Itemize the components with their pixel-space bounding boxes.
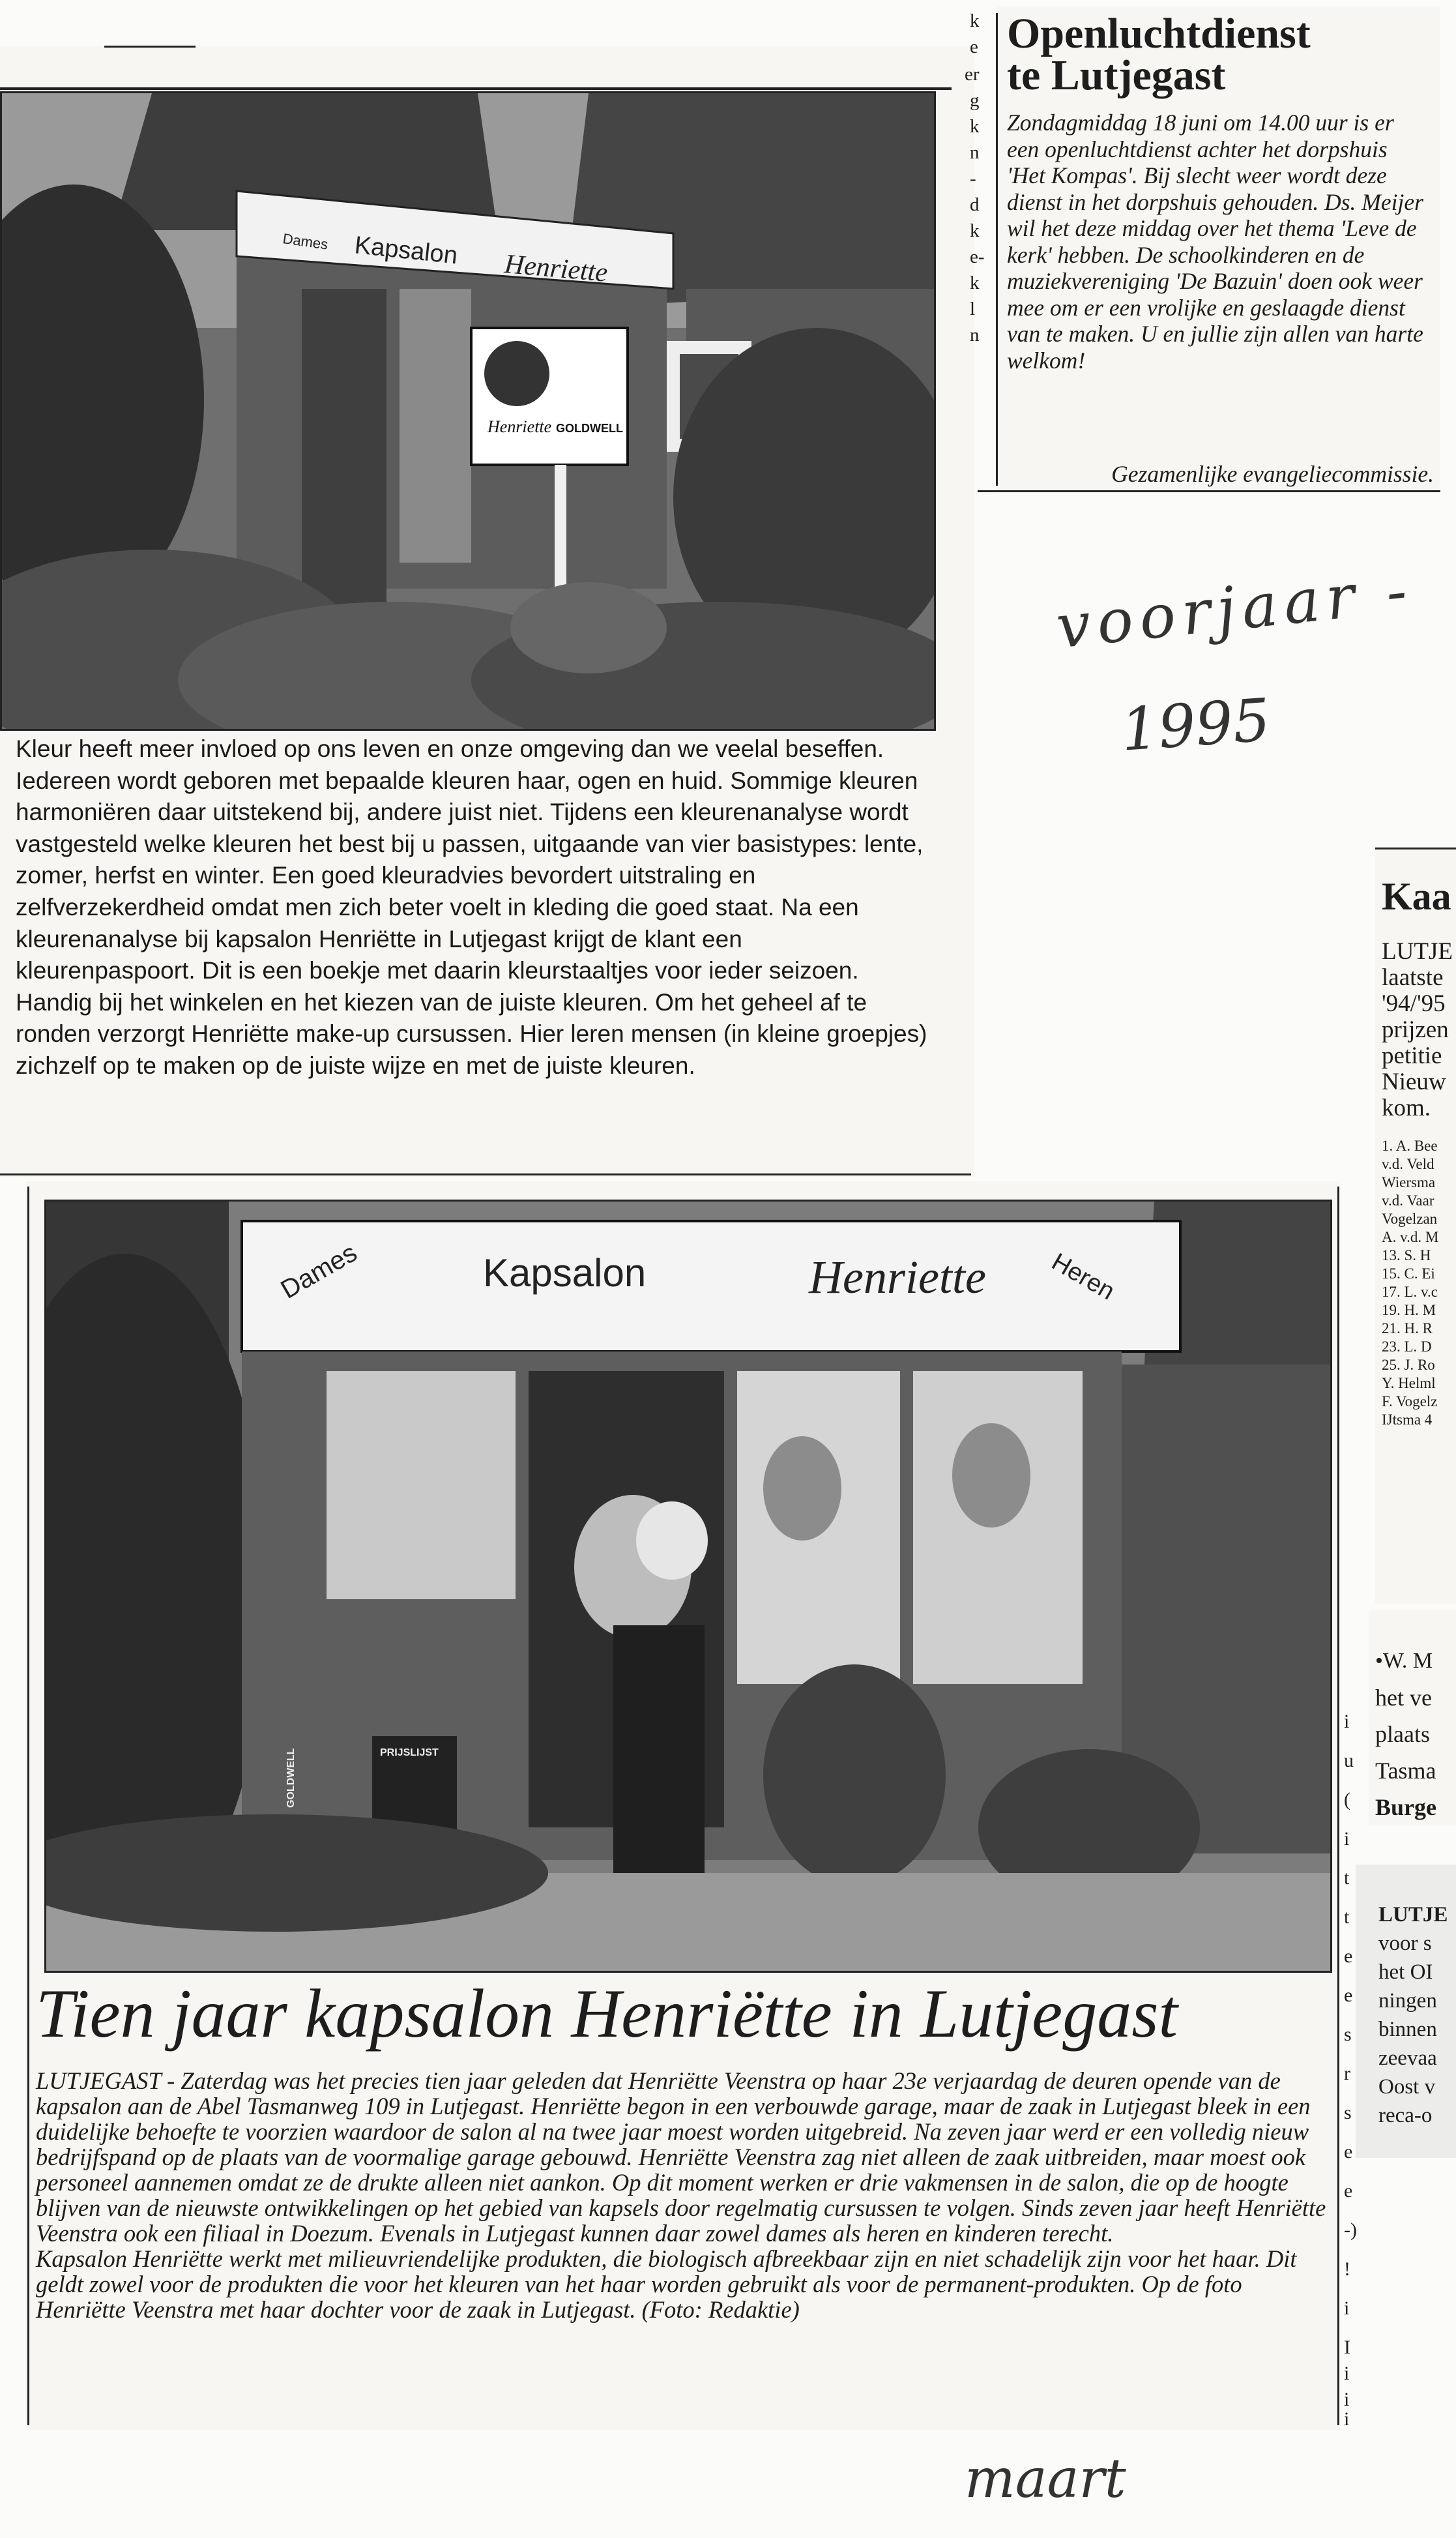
fragment-letter: d — [970, 194, 980, 215]
fragment-letter: l — [970, 299, 976, 319]
photo2-door-sign: PRIJSLIJST — [380, 1747, 439, 1758]
notice-title-line1: Openluchtdienst — [1007, 10, 1311, 57]
fragment-letter: - — [970, 168, 976, 189]
fragment-letter: e — [1344, 2141, 1353, 2162]
right-fragment-1-line: prijzen — [1382, 1016, 1449, 1043]
photo1-sign-henriette: Henriette — [503, 249, 609, 288]
photo2-sign-kapsalon: Kapsalon — [483, 1251, 647, 1295]
fragment-letter: e — [1344, 2180, 1353, 2202]
fragment-letter: s — [1344, 2102, 1352, 2123]
right-fragment-2-line: •W. M — [1375, 1649, 1433, 1673]
right-fragment-1-list-item: IJtsma 4 — [1382, 1411, 1433, 1428]
right-fragment-1-title: Kaa — [1382, 875, 1451, 918]
photo2-poster-brand: GOLDWELL — [285, 1748, 297, 1808]
fragment-letter: e- — [970, 246, 985, 267]
fragment-letter: n — [970, 142, 980, 163]
right-fragment-3-line: voor s — [1378, 1932, 1432, 1955]
fragment-letter: i — [1344, 2297, 1350, 2319]
article-title: Tien jaar kapsalon Henriëtte in Lutjegast — [36, 1975, 1178, 2052]
right-fragment-2-text — [1375, 1643, 1456, 1825]
fragment-letter: k — [970, 273, 980, 293]
fragment-letter: r — [1344, 2063, 1350, 2084]
right-fragment-1-line: laatste — [1382, 964, 1444, 991]
fragment-letter: ! — [1344, 2258, 1350, 2280]
right-fragment-1-rule — [1375, 848, 1456, 849]
right-fragment-3-line: ningen — [1378, 1989, 1437, 2013]
right-fragment-1-list-item: 15. C. Ei — [1382, 1265, 1435, 1282]
right-fragment-1-line: LUTJE — [1382, 938, 1453, 965]
right-fragment-3-line: reca-o — [1378, 2104, 1433, 2127]
right-fragment-1-line: '94/'95 — [1382, 990, 1446, 1017]
handwritten-maart: maart — [965, 2448, 1126, 2510]
fragment-letter: t — [1344, 1906, 1350, 1928]
bottom-clipping-left-rule — [27, 1187, 29, 2425]
right-fragment-1-list-item: 21. H. R — [1382, 1320, 1433, 1336]
right-fragment-3-text — [1378, 1900, 1456, 2130]
article-paragraph-2: Kapsalon Henriëtte werkt met milieuvriendelijke produkten, die biologisch afbreekbaar zijn en niet schadelijk zijn voor het haar. Dit geldt zowel voor de produkten die voor het kleuren van het haar worden gebruikt als voor de permanent-produkten. Op de foto Henriëtte Veenstra met haar dochter voor de zaak in Lutjegast. (Foto: Redaktie) — [36, 2245, 1297, 2323]
fragment-letter: i — [1344, 2408, 1350, 2430]
fragment-letter: e — [1344, 1985, 1353, 2006]
right-fragment-3-line: Oost v — [1378, 2075, 1436, 2099]
caption-color-analysis: Kleur heeft meer invloed op ons leven en onze omgeving dan we veelal beseffen. Iedereen wordt geboren met bepaalde kleuren haar, ogen en huid. Sommige kleuren harmoniëren daar uitstekend bij, andere juist niet. Tijdens een kleurenanalyse wordt vastgesteld welke kleuren het best bij u passen, uitgaande van vier basistypes: lente, zomer, herfst en winter. Een goed kleuradvies bevordert uitstraling en zelfverzekerdheid omdat men zich beter voelt in kleding die goed staat. Na een kleurenanalyse bij kapsalon Henriëtte in Lutjegast krijgt de klant een kleurenpaspoort. Dit is een boekje met daarin kleurstaaltjes voor ieder seizoen. Handig bij het winkelen en het kiezen van de juiste kleuren. Om het geheel af te ronden verzorgt Henriëtte make-up cursussen. Hier leren mensen (in kleine groepjes) zichzelf op te maken op de juiste wijze en met de juiste kleuren. — [16, 735, 927, 1079]
right-fragment-1-list-item: v.d. Vaar — [1382, 1192, 1434, 1209]
notice-signature: Gezamenlijke evangeliecommissie. — [1111, 461, 1434, 487]
right-fragment-1-list-item: 1. A. Bee — [1382, 1138, 1438, 1154]
photo2-sign-heren: Heren — [1047, 1248, 1120, 1306]
right-fragment-1-line: petitie — [1382, 1042, 1442, 1069]
right-fragment-1-list-item: v.d. Veld — [1382, 1156, 1434, 1172]
right-fragment-2-line: plaats — [1375, 1721, 1430, 1747]
fragment-letter: n — [970, 325, 980, 346]
photo1-board-brand: Henriette — [488, 417, 552, 436]
fragment-letter: k — [970, 220, 980, 241]
right-fragment-1-list-item: Y. Helml — [1382, 1375, 1436, 1391]
fragment-letter: i — [1344, 1711, 1350, 1732]
right-fragment-1-list-item: Wiersma — [1382, 1174, 1436, 1190]
handwritten-note-voorjaar — [1053, 555, 1416, 662]
right-fragment-1-list-item: F. Vogelz — [1382, 1393, 1438, 1409]
handwritten-note-maart — [965, 2448, 1126, 2510]
right-fragment-2-line: het ve — [1375, 1685, 1432, 1711]
fragment-letter: ( — [1344, 1789, 1350, 1810]
fragment-letter: u — [1344, 1750, 1354, 1771]
right-fragment-3-line: het OI — [1378, 1960, 1433, 1984]
fragment-letter: k — [970, 10, 980, 31]
salon-photo-1 — [0, 91, 936, 731]
right-fragment-1-list-item: 17. L. v.c — [1382, 1284, 1438, 1300]
notice-bottom-rule — [978, 490, 1440, 492]
fragment-letter: e — [1344, 1945, 1353, 1967]
notice-title-line2: te Lutjegast — [1007, 52, 1226, 99]
article-body — [36, 2068, 1326, 2322]
fragment-letter: i — [1344, 2389, 1350, 2410]
right-fragment-3-line: binnen — [1378, 2018, 1437, 2041]
article-paragraph-1: LUTJEGAST - Zaterdag was het precies tien jaar geleden dat Henriëtte Veenstra op haar 23e verjaardag de deuren opende van de kapsalon aan de Abel Tasmanweg 109 in Lutjegast. Henriëtte begon in een verbouwde garage, maar de zaak in Lutjegast bleek in een duidelijke behoefte te voorzien waardoor de salon al na twee jaar moest worden uitgebreid. Na zeven jaar werd er een volledig nieuw bedrijfspand op de plaats van de voormalige garage gebouwd. Henriëtte Veenstra zag niet alleen de zaak uitbreiden, maar moest ook personeel aannemen omdat ze de drukte alleen niet aankon. Op dit moment werken er drie vakmensen in de salon, die op de hoogte blijven van de nieuwste ontwikkelingen op het gebied van kapsels door regelmatig cursussen te volgen. Sinds zeven jaar heeft Henriëtte Veenstra ook een filiaal in Doezum. Evenals in Lutjegast kunnen daar zowel dames als heren en kinderen terecht. — [36, 2067, 1326, 2247]
bottom-clipping-right-rule — [1337, 1187, 1339, 2425]
handwritten-line1: voorjaar - — [1053, 555, 1417, 662]
fragment-letter: -) — [1344, 2219, 1357, 2241]
fragment-letter: i — [1344, 2363, 1350, 2384]
notice-body: Zondagmiddag 18 juni om 14.00 uur is er een openluchtdienst achter het dorpshuis 'Het Kompas'. Bij slecht weer wordt deze dienst in het dorpshuis gehouden. Ds. Meijer wil het deze middag over het thema 'Leve de kerk' hebben. De schoolkinderen en de muziekvereniging 'De Bazuin' doen ook weer mee om er een vrolijke en geslaagde dienst van te maken. U en jullie zijn allen van harte welkom! — [1007, 110, 1423, 374]
right-fragment-1-list-item: 23. L. D — [1382, 1338, 1432, 1355]
notice-heading — [1007, 10, 1311, 99]
fragment-letter: g — [970, 90, 980, 111]
photo1-sign-dames: Dames — [282, 230, 329, 253]
salon-photo-1-image — [2, 93, 934, 729]
right-fragment-1-list-item: Vogelzan — [1382, 1211, 1438, 1227]
right-fragment-1-list-item: A. v.d. M — [1382, 1229, 1439, 1245]
fragment-letter: k — [970, 116, 980, 137]
right-fragment-1-line: kom. — [1382, 1095, 1431, 1121]
photo2-sign-dames: Dames — [276, 1238, 362, 1305]
photo1-board-goldwell: GOLDWELL — [556, 422, 623, 435]
fragment-letter: i — [1344, 1828, 1350, 1850]
right-fragment-1-list-item: 19. H. M — [1382, 1302, 1436, 1318]
short-top-rule — [104, 46, 196, 48]
right-fragment-1-list-item: 25. J. Ro — [1382, 1357, 1435, 1373]
handwritten-line2: 1995 — [1118, 686, 1273, 765]
salon-photo-2 — [44, 1200, 1332, 1973]
right-fragment-1-line: Nieuw — [1382, 1069, 1446, 1095]
right-fragment-2-line: Burge — [1375, 1794, 1436, 1820]
right-fragment-1-list-item: 13. S. H — [1382, 1247, 1431, 1263]
right-fragment-3-line: LUTJE — [1378, 1903, 1448, 1926]
top-rule — [0, 87, 952, 90]
photo1-sign-kapsalon: Kapsalon — [353, 231, 459, 270]
fragment-letter: s — [1344, 2024, 1352, 2045]
middle-column-fragments — [1344, 1708, 1367, 2430]
right-fragment-1-text — [1382, 874, 1456, 1429]
notice-left-rule — [996, 13, 998, 486]
fragment-letter: I — [1344, 2337, 1350, 2358]
fragment-letter: e — [970, 37, 978, 57]
photo2-sign-henriette: Henriette — [809, 1251, 986, 1303]
right-fragment-2-line: Tasma — [1375, 1758, 1436, 1784]
salon-photo-2-image — [46, 1202, 1330, 1971]
fragment-letter: er — [965, 64, 980, 85]
right-fragment-3-line: zeevaa — [1378, 2046, 1437, 2070]
caption-bottom-rule — [0, 1173, 971, 1175]
handwritten-note-year — [1119, 686, 1273, 765]
fragment-letter: t — [1344, 1867, 1350, 1889]
